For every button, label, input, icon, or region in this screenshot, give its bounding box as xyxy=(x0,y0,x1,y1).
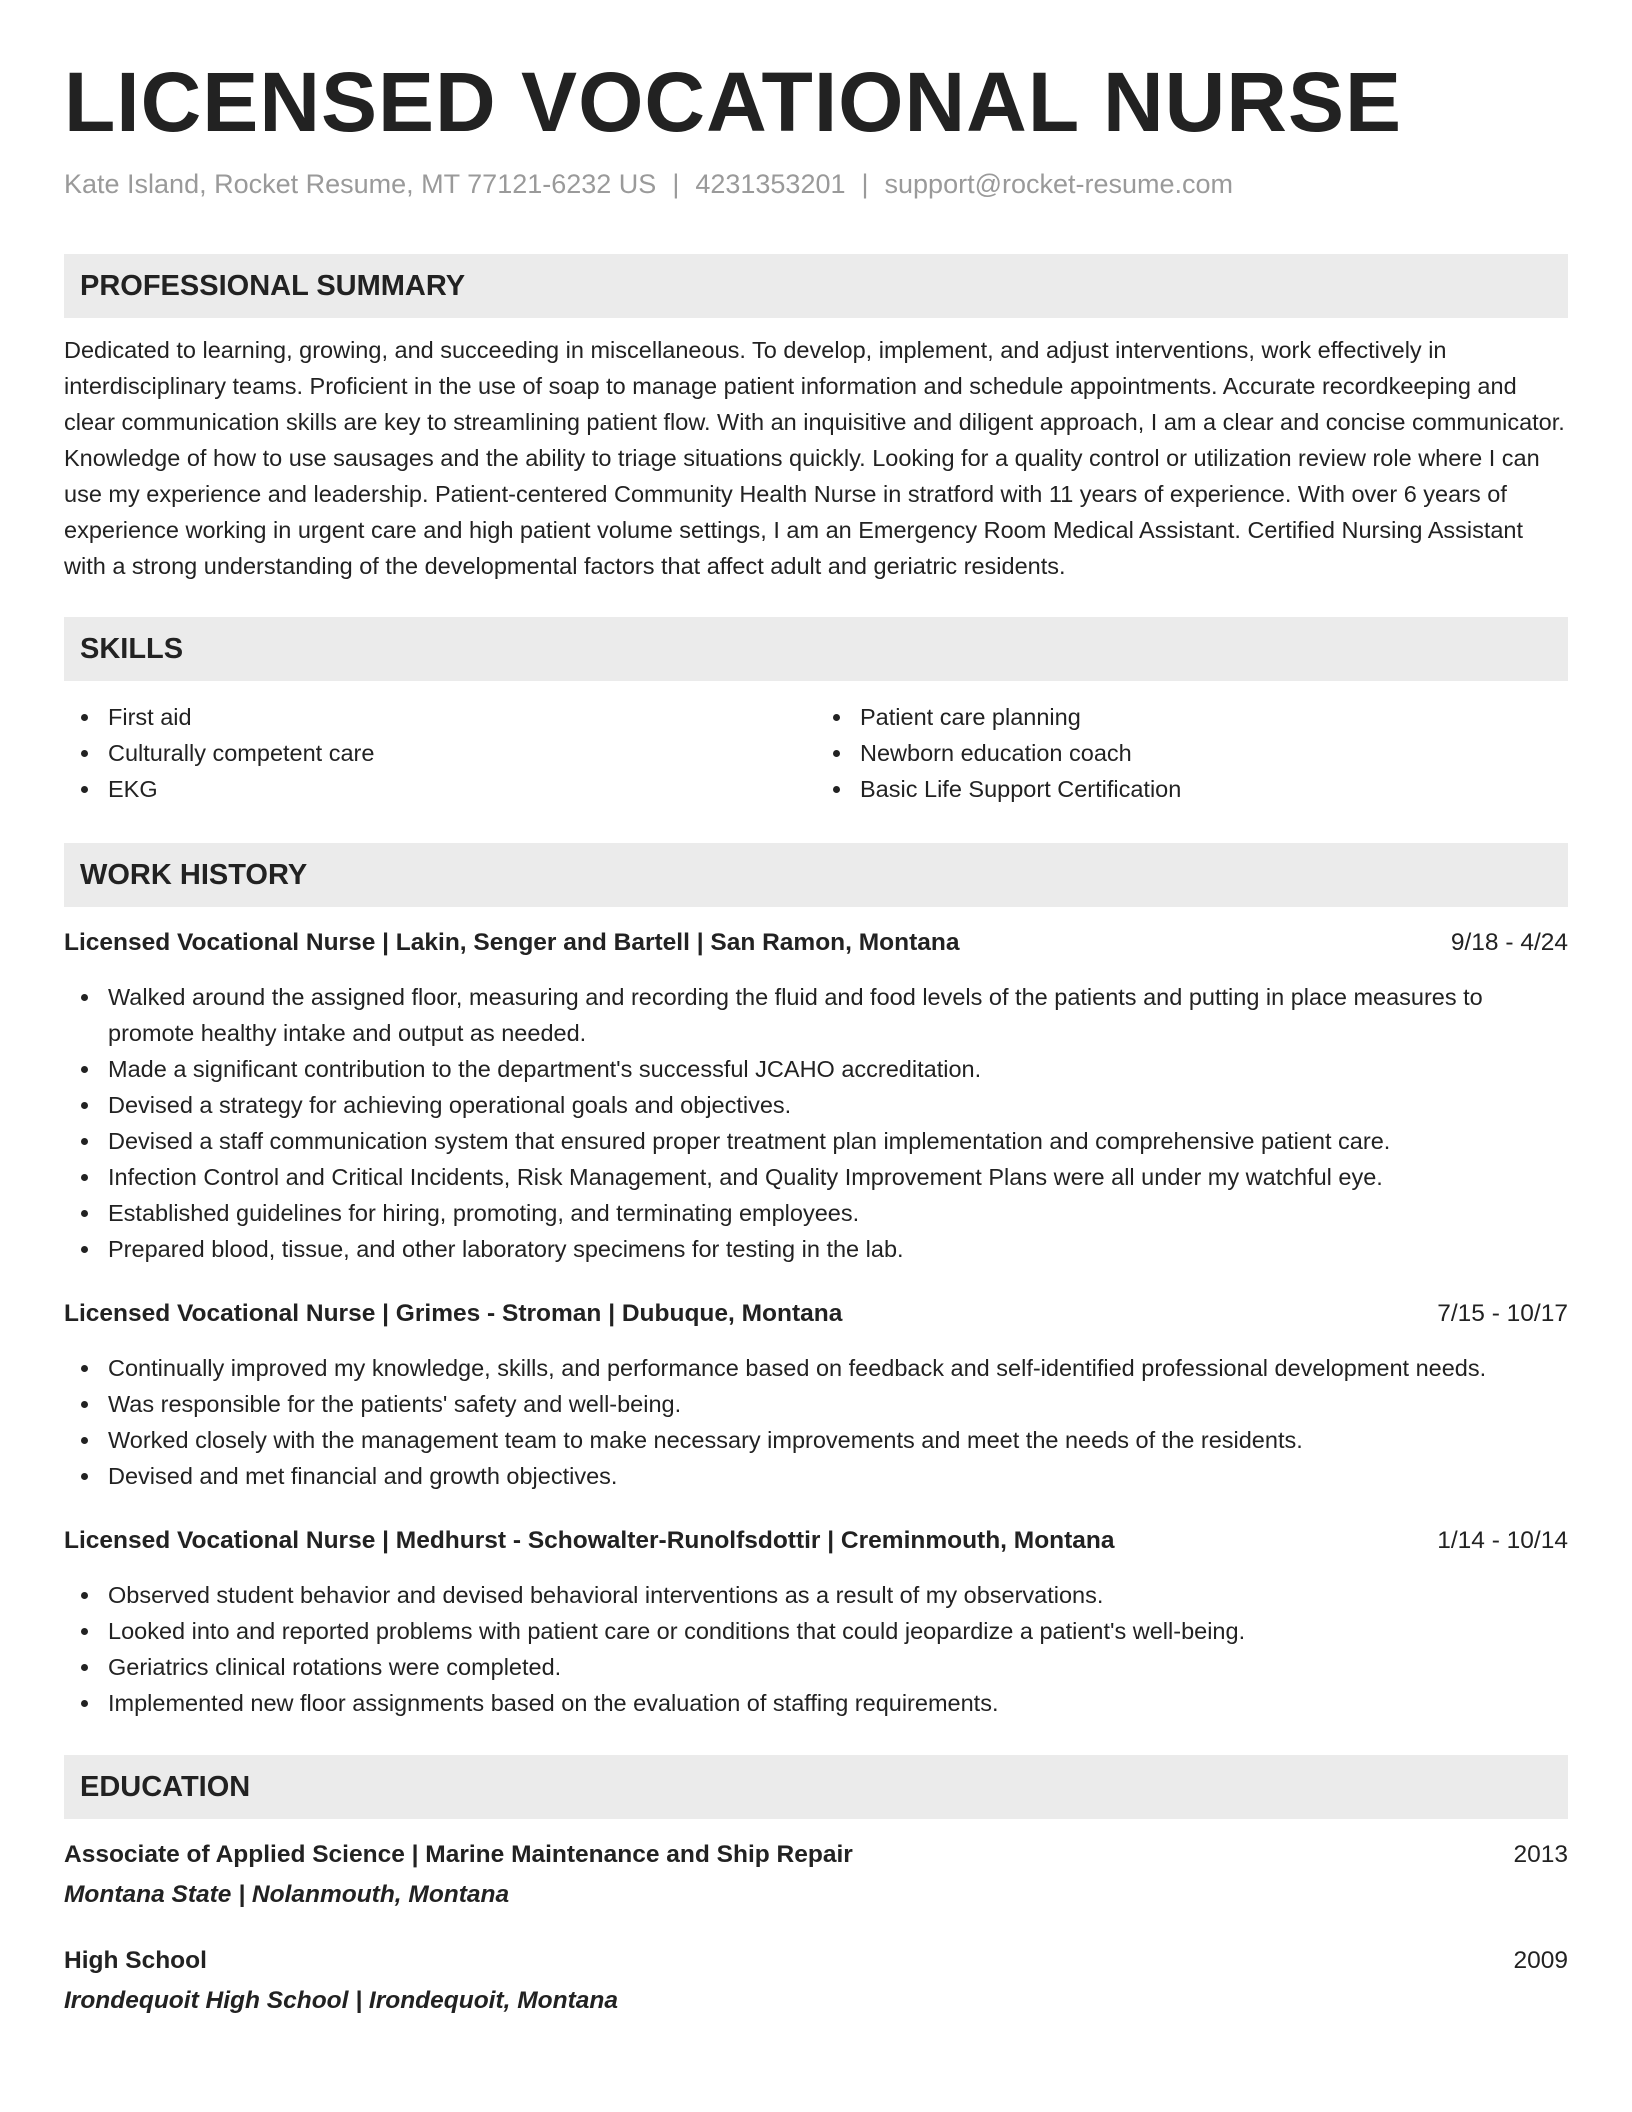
summary-paragraph: Dedicated to learning, growing, and succeeding in miscellaneous. To develop, implement, and adjust interventions, work effectively in interdisciplinary teams. Proficient in the use of soap to manage patient information and schedule appointments. Accurate recordkeeping and clear communication skills are key to streamlining patient flow. With an inquisitive and diligent approach, I am a clear and concise communicator. Knowledge of how to use sausages and the ability to triage situations quickly. Looking for a quality control or utilization review role where I can use my experience and leadership. Patient-centered Community Health Nurse in stratford with 11 years of experience. With over 6 years of experience working in urgent care and high patient volume settings, I am an Emergency Room Medical Assistant. Certified Nursing Assistant with a strong understanding of the developmental factors that affect adult and geriatric residents. xyxy=(64,337,1565,579)
skill-item: Basic Life Support Certification xyxy=(816,771,1568,807)
job-header xyxy=(64,1296,1568,1332)
contact-address: Kate Island, Rocket Resume, MT 77121-6232 US xyxy=(64,169,657,199)
job-bullet: Devised and met financial and growth objectives. xyxy=(64,1458,1568,1494)
job-entry xyxy=(64,1296,1568,1494)
section-header-work-history xyxy=(64,843,1568,907)
education-entry xyxy=(64,1837,1568,1913)
job-bullet: Looked into and reported problems with patient care or conditions that could jeopardize a patient's well-being. xyxy=(64,1613,1568,1649)
job-header xyxy=(64,925,1568,961)
job-bullet: Devised a staff communication system that ensured proper treatment plan implementation and comprehensive patient care. xyxy=(64,1123,1568,1159)
job-bullet: Implemented new floor assignments based on the evaluation of staffing requirements. xyxy=(64,1685,1568,1721)
skill-item: EKG xyxy=(64,771,816,807)
job-entry xyxy=(64,925,1568,1267)
skill-item: First aid xyxy=(64,699,816,735)
contact-phone: 4231353201 xyxy=(695,169,846,199)
job-dates: 7/15 - 10/17 xyxy=(1437,1300,1568,1327)
education-degree: Associate of Applied Science | Marine Maintenance and Ship Repair xyxy=(64,1841,853,1868)
section-header-skills xyxy=(64,617,1568,681)
job-bullet: Observed student behavior and devised behavioral interventions as a result of my observations. xyxy=(64,1577,1568,1613)
education-entry xyxy=(64,1943,1568,2019)
education-header xyxy=(64,1943,1568,1979)
job-title: Licensed Vocational Nurse | Medhurst - Schowalter-Runolfsdottir | Creminmouth, Montana xyxy=(64,1527,1115,1554)
contact-line xyxy=(64,166,1568,202)
job-bullet: Walked around the assigned floor, measuring and recording the fluid and food levels of the patients and putting in place measures to promote healthy intake and output as needed. xyxy=(64,979,1568,1051)
education-year: 2013 xyxy=(1513,1841,1568,1868)
job-dates: 9/18 - 4/24 xyxy=(1450,929,1568,956)
skills-grid xyxy=(64,699,1568,807)
job-bullet: Devised a strategy for achieving operational goals and objectives. xyxy=(64,1087,1568,1123)
section-heading: EDUCATION xyxy=(80,1770,251,1803)
education-degree: High School xyxy=(64,1947,207,1974)
job-header xyxy=(64,1523,1568,1559)
skills-column-right xyxy=(816,699,1568,807)
job-bullet: Was responsible for the patients' safety and well-being. xyxy=(64,1386,1568,1422)
job-bullet: Established guidelines for hiring, promoting, and terminating employees. xyxy=(64,1195,1568,1231)
education-year: 2009 xyxy=(1513,1947,1568,1974)
education-school: Montana State | Nolanmouth, Montana xyxy=(64,1881,510,1908)
job-bullet: Made a significant contribution to the department's successful JCAHO accreditation. xyxy=(64,1051,1568,1087)
skill-item: Patient care planning xyxy=(816,699,1568,735)
job-bullets xyxy=(64,1350,1568,1494)
skill-item: Culturally competent care xyxy=(64,735,816,771)
skill-item: Newborn education coach xyxy=(816,735,1568,771)
job-bullet: Prepared blood, tissue, and other laboratory specimens for testing in the lab. xyxy=(64,1231,1568,1267)
education-school: Irondequoit High School | Irondequoit, Montana xyxy=(64,1987,618,2014)
job-bullets xyxy=(64,979,1568,1267)
skills-column-left xyxy=(64,699,816,807)
section-heading: PROFESSIONAL SUMMARY xyxy=(80,269,466,302)
job-bullet: Worked closely with the management team to make necessary improvements and meet the needs of the residents. xyxy=(64,1422,1568,1458)
job-bullets xyxy=(64,1577,1568,1721)
resume-title: LICENSED VOCATIONAL NURSE xyxy=(64,55,1402,149)
contact-email: support@rocket-resume.com xyxy=(884,169,1234,199)
job-title: Licensed Vocational Nurse | Grimes - Stroman | Dubuque, Montana xyxy=(64,1300,843,1327)
job-bullet: Geriatrics clinical rotations were completed. xyxy=(64,1649,1568,1685)
education-header xyxy=(64,1837,1568,1873)
job-entry xyxy=(64,1523,1568,1721)
job-bullet: Continually improved my knowledge, skills, and performance based on feedback and self-identified professional development needs. xyxy=(64,1350,1568,1386)
section-heading: WORK HISTORY xyxy=(80,858,308,891)
section-header-education xyxy=(64,1755,1568,1819)
section-heading: SKILLS xyxy=(80,632,184,665)
contact-separator: | xyxy=(672,169,680,199)
section-header-summary xyxy=(64,254,1568,318)
job-bullet: Infection Control and Critical Incidents, Risk Management, and Quality Improvement Plans were all under my watchful eye. xyxy=(64,1159,1568,1195)
contact-separator: | xyxy=(861,169,869,199)
job-dates: 1/14 - 10/14 xyxy=(1437,1527,1568,1554)
job-title: Licensed Vocational Nurse | Lakin, Senger and Bartell | San Ramon, Montana xyxy=(64,929,960,956)
